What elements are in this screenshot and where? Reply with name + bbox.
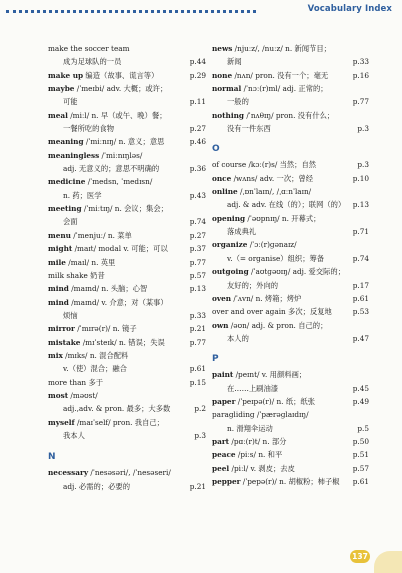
page-reference: p.46 xyxy=(188,135,206,148)
vocab-entry xyxy=(48,376,206,389)
vocab-entry xyxy=(48,336,206,349)
entry-text: 可能 xyxy=(63,97,78,107)
vocab-entry xyxy=(212,319,369,346)
entry-text: milk shake 奶昔 xyxy=(48,270,105,280)
page-reference: p.29 xyxy=(188,69,206,82)
page-reference: p.71 xyxy=(351,225,369,238)
page-reference: p.16 xyxy=(351,69,369,82)
headword: necessary xyxy=(48,468,89,478)
entry-text: make the soccer team xyxy=(48,44,130,53)
page-reference: p.77 xyxy=(188,256,206,269)
entry-line xyxy=(48,109,206,122)
page-reference: p.15 xyxy=(188,376,206,389)
entry-text: /ˈnesəsəri/, /ˈnesəseri/ xyxy=(88,468,171,478)
vocab-entry xyxy=(48,389,206,416)
left-entries xyxy=(48,42,206,442)
entry-text: /məʊst/ xyxy=(68,390,98,400)
entry-text: 我本人 xyxy=(63,430,85,440)
entry-text: 编造（故事、谎言等） xyxy=(83,70,159,80)
entry-line xyxy=(212,435,369,448)
entry-line xyxy=(212,42,369,55)
entry-text: /ˈɔː(r)ɡənaɪz/ xyxy=(247,240,297,250)
headword: mind xyxy=(48,284,69,294)
headword: none xyxy=(212,70,233,80)
page-reference: p.57 xyxy=(188,269,206,282)
right-column xyxy=(212,42,369,488)
headword: online xyxy=(212,187,238,197)
entry-text: 成为足球队的一员 xyxy=(63,57,122,67)
entry-line xyxy=(212,265,369,278)
page-reference: p.74 xyxy=(351,252,369,265)
entry-line xyxy=(48,175,206,188)
page-reference: p.21 xyxy=(188,480,206,493)
headword: paint xyxy=(212,370,234,380)
entry-text: /ˈmiːnɪŋ/ n. 意义；意思 xyxy=(83,137,165,147)
entry-text: n. 滑翔伞运动 xyxy=(227,423,273,433)
vocab-entry xyxy=(212,448,369,461)
entry-text: v.（使）混合；融合 xyxy=(63,364,127,374)
entry-text: /əʊn/ adj. & pron. 自己的； xyxy=(228,320,328,330)
entry-text: /mɪks/ n. 混合配料 xyxy=(62,350,129,360)
entry-line xyxy=(212,305,369,318)
headword: meaning xyxy=(48,137,84,147)
entry-text: 一餐所吃的食物 xyxy=(63,124,115,134)
entry-line xyxy=(212,82,369,95)
entry-line xyxy=(212,408,369,421)
entry-line xyxy=(212,292,369,305)
entry-line xyxy=(48,429,206,442)
vocab-entry xyxy=(212,435,369,448)
header-bar xyxy=(0,0,402,20)
entry-line xyxy=(48,55,206,68)
entry-line xyxy=(212,462,369,475)
entry-text: /piːl/ v. 剥皮；去皮 xyxy=(229,463,295,473)
vocab-entry xyxy=(212,185,369,212)
entry-line xyxy=(212,332,369,345)
entry-text: adj.,adv. & pron. 最多；大多数 xyxy=(63,404,171,414)
entry-line xyxy=(212,212,369,225)
headword: meeting xyxy=(48,204,82,214)
page-reference: p.13 xyxy=(351,198,369,211)
headword: most xyxy=(48,390,69,400)
entry-text: /ˈmiːtɪŋ/ n. 会议；集会； xyxy=(81,204,168,214)
entry-text: /piːs/ n. 和平 xyxy=(235,450,283,460)
page-reference: p.61 xyxy=(351,292,369,305)
entry-line xyxy=(48,215,206,228)
vocab-entry xyxy=(48,135,206,148)
headword: nothing xyxy=(212,110,245,120)
entry-line xyxy=(212,319,369,332)
headword: myself xyxy=(48,417,75,427)
entry-text: /njuːz/, /nuːz/ n. 新闻节目； xyxy=(232,44,331,53)
vocab-entry xyxy=(212,172,369,185)
headword: pepper xyxy=(212,476,241,486)
vocab-entry xyxy=(212,82,369,109)
page-reference: p.47 xyxy=(351,332,369,345)
headword: own xyxy=(212,320,229,330)
entry-text: /ˈmedsn, ˈmedɪsn/ xyxy=(85,177,153,187)
headword: mistake xyxy=(48,337,81,347)
entry-text: /miːl/ n. 早（或午、晚）餐； xyxy=(67,110,167,120)
headword: meal xyxy=(48,110,68,120)
headword: organize xyxy=(212,240,248,250)
page-reference: p.77 xyxy=(188,336,206,349)
vocab-entry xyxy=(212,238,369,265)
headword: paper xyxy=(212,396,236,406)
page-reference: p.3 xyxy=(192,429,206,442)
left-column xyxy=(48,42,206,493)
page-reference: p.10 xyxy=(351,172,369,185)
vocab-entry xyxy=(212,408,369,435)
entry-line xyxy=(212,368,369,381)
entry-line xyxy=(48,416,206,429)
page-reference: p.37 xyxy=(188,242,206,255)
entry-line xyxy=(212,185,369,198)
page-reference: p.53 xyxy=(351,305,369,318)
entry-line xyxy=(48,480,206,493)
page-header-title: Vocabulary Index xyxy=(307,4,392,14)
vocab-entry xyxy=(48,69,206,82)
entry-line xyxy=(212,382,369,395)
vocab-entry xyxy=(212,42,369,69)
page-number-badge: 137 xyxy=(350,550,370,563)
page-reference: p.45 xyxy=(351,382,369,395)
vocab-entry xyxy=(212,368,369,395)
entry-text: /ˈnɔː(r)ml/ adj. 正常的； xyxy=(241,84,328,94)
entry-line xyxy=(48,95,206,108)
vocab-entry xyxy=(48,349,206,376)
entry-text: v.（= organise）组织；筹备 xyxy=(227,253,325,263)
vocab-entry xyxy=(212,109,369,136)
entry-line xyxy=(212,279,369,292)
vocab-entry xyxy=(48,175,206,202)
page-reference: p.3 xyxy=(355,158,369,171)
page-reference: p.49 xyxy=(351,395,369,408)
vocab-entry xyxy=(48,82,206,109)
headword: might xyxy=(48,244,73,254)
entry-text: n. 药；医学 xyxy=(63,190,102,200)
vocab-entry xyxy=(48,466,206,493)
entry-line xyxy=(48,362,206,375)
vocab-entry xyxy=(212,462,369,475)
entry-line xyxy=(212,448,369,461)
page-reference: p.51 xyxy=(351,448,369,461)
entry-line xyxy=(48,466,206,479)
vocab-entry xyxy=(48,256,206,269)
entry-line xyxy=(212,225,369,238)
vocab-entry xyxy=(212,292,369,305)
header-dotted-rule xyxy=(6,10,256,13)
right-entries-p xyxy=(212,368,369,488)
entry-line xyxy=(48,42,206,55)
entry-text: 落成典礼 xyxy=(227,227,257,237)
vocab-entry xyxy=(212,158,369,171)
entry-text: /nʌn/ pron. 没有一个；毫无 xyxy=(232,70,329,80)
entry-line xyxy=(48,282,206,295)
entry-line xyxy=(48,256,206,269)
entry-line xyxy=(212,158,369,171)
entry-text: /ˈpepə(r)/ n. 胡椒粉；柿子椒 xyxy=(240,476,340,486)
headword: maybe xyxy=(48,84,75,94)
headword: mix xyxy=(48,350,63,360)
entry-text: /ˈaʊtɡəʊɪŋ/ adj. 爱交际的； xyxy=(248,267,346,277)
page-reference: p.27 xyxy=(188,229,206,242)
entry-text: /ˈʌvn/ n. 烤箱；烤炉 xyxy=(231,293,302,303)
vocab-entry xyxy=(48,229,206,242)
vocab-entry xyxy=(212,395,369,408)
page-reference: p.17 xyxy=(351,279,369,292)
entry-line xyxy=(212,238,369,251)
entry-text: /ˈmɪrə(r)/ n. 镜子 xyxy=(74,324,137,334)
entry-text: 没有一件东西 xyxy=(227,124,271,134)
entry-text: paragliding /ˈpærəɡlaɪdɪŋ/ xyxy=(212,410,309,420)
headword: make up xyxy=(48,70,84,80)
entry-line xyxy=(48,149,206,162)
headword: meaningless xyxy=(48,150,100,160)
vocab-entry xyxy=(48,109,206,136)
entry-line xyxy=(48,322,206,335)
entry-line xyxy=(48,296,206,309)
page-reference: p.21 xyxy=(188,322,206,335)
entry-text: 一般的 xyxy=(227,97,249,107)
entry-line xyxy=(48,229,206,242)
page-reference: p.61 xyxy=(188,362,206,375)
left-entries-n xyxy=(48,466,206,493)
entry-line xyxy=(212,55,369,68)
entry-line xyxy=(48,349,206,362)
entry-line xyxy=(212,198,369,211)
entry-line xyxy=(48,189,206,202)
vocab-entry xyxy=(48,269,206,282)
vocab-entry xyxy=(48,149,206,176)
entry-line xyxy=(212,69,369,82)
vocab-entry xyxy=(212,265,369,292)
entry-line xyxy=(212,395,369,408)
entry-line xyxy=(48,162,206,175)
entry-line xyxy=(212,109,369,122)
entry-line xyxy=(212,422,369,435)
section-letter-n: N xyxy=(48,452,56,463)
entry-line xyxy=(212,172,369,185)
entry-text: /maɪl/ n. 英里 xyxy=(65,257,116,267)
page-reference: p.74 xyxy=(188,215,206,228)
page-reference: p.2 xyxy=(192,402,206,415)
entry-text: /wʌns/ adv. 一次；曾经 xyxy=(231,173,314,183)
page-reference: p.3 xyxy=(355,122,369,135)
page-reference: p.33 xyxy=(188,309,206,322)
entry-text: 友好的；外向的 xyxy=(227,280,279,290)
vocab-entry xyxy=(48,242,206,255)
page-reference: p.61 xyxy=(351,475,369,488)
entry-line xyxy=(212,122,369,135)
entry-line xyxy=(48,269,206,282)
headword: outgoing xyxy=(212,267,249,277)
entry-text: /maɪˈself/ pron. 我自己； xyxy=(74,417,164,427)
entry-line xyxy=(48,336,206,349)
corner-decoration xyxy=(374,551,402,573)
entry-line xyxy=(212,95,369,108)
vocab-entry xyxy=(48,416,206,443)
headword: peel xyxy=(212,463,230,473)
entry-line xyxy=(48,309,206,322)
vocab-entry xyxy=(48,296,206,323)
page-reference: p.13 xyxy=(188,282,206,295)
headword: mirror xyxy=(48,324,75,334)
entry-text: 会面 xyxy=(63,217,78,227)
vocab-entry xyxy=(48,282,206,295)
page-reference: p.33 xyxy=(351,55,369,68)
entry-text: adj. 无意义的；意思不明确的 xyxy=(63,164,160,174)
right-entries-n xyxy=(212,42,369,135)
page-reference: p.27 xyxy=(188,122,206,135)
entry-line xyxy=(48,402,206,415)
page-reference: p.77 xyxy=(351,95,369,108)
entry-line xyxy=(212,252,369,265)
entry-line xyxy=(48,202,206,215)
vocab-entry xyxy=(212,69,369,82)
entry-text: /ˈəʊpnɪŋ/ n. 开幕式； xyxy=(245,213,321,223)
entry-text: of course /kɔː(r)s/ 当然；自然 xyxy=(212,160,317,170)
page-reference: p.11 xyxy=(188,95,206,108)
entry-text: 在……上刷油漆 xyxy=(227,383,279,393)
entry-text: /ˈmenjuː/ n. 菜单 xyxy=(70,230,132,240)
headword: oven xyxy=(212,293,232,303)
page-reference: p.57 xyxy=(351,462,369,475)
entry-line xyxy=(48,135,206,148)
vocab-entry xyxy=(212,305,369,318)
headword: normal xyxy=(212,84,242,94)
section-letter-o: O xyxy=(212,144,220,155)
page-reference: p.44 xyxy=(188,55,206,68)
entry-text: /mɪˈsteɪk/ n. 错误；失误 xyxy=(80,337,165,347)
entry-text: /ˈnʌθɪŋ/ pron. 没有什么； xyxy=(244,110,335,120)
page-reference: p.43 xyxy=(188,189,206,202)
entry-text: /maɪt/ modal v. 可能；可以 xyxy=(72,244,168,254)
entry-line xyxy=(212,475,369,488)
entry-text: /maɪnd/ v. 介意；对（某事） xyxy=(68,297,168,307)
vocab-entry xyxy=(48,322,206,335)
headword: mind xyxy=(48,297,69,307)
entry-line xyxy=(48,242,206,255)
headword: news xyxy=(212,44,233,53)
headword: opening xyxy=(212,213,246,223)
right-entries-o xyxy=(212,158,369,345)
headword: mile xyxy=(48,257,66,267)
entry-text: /peɪnt/ v. 用颜料画； xyxy=(233,370,307,380)
vocab-entry xyxy=(48,202,206,229)
entry-line xyxy=(48,376,206,389)
entry-text: /ˈmeɪbi/ adv. 大概；或许； xyxy=(74,84,168,94)
entry-text: 新闻 xyxy=(227,57,242,67)
page-reference: p.5 xyxy=(355,422,369,435)
headword: peace xyxy=(212,450,236,460)
entry-text: /ˈmiːnɪŋləs/ xyxy=(99,150,143,160)
vocab-entry xyxy=(48,42,206,69)
headword: menu xyxy=(48,230,71,240)
entry-text: /maɪnd/ n. 头脑；心智 xyxy=(68,284,148,294)
page-reference: p.36 xyxy=(188,162,206,175)
headword: once xyxy=(212,173,232,183)
entry-line xyxy=(48,389,206,402)
page-reference: p.50 xyxy=(351,435,369,448)
vocab-entry xyxy=(212,475,369,488)
entry-text: /ˌɒnˈlaɪn/, /ˌɑːnˈlaɪn/ xyxy=(237,187,312,197)
entry-text: adj. & adv. 在线（的）；联网（的） xyxy=(227,200,346,210)
entry-line xyxy=(48,69,206,82)
entry-text: adj. 必需的；必要的 xyxy=(63,481,131,491)
entry-text: more than 多于 xyxy=(48,377,104,387)
entry-text: 本人的 xyxy=(227,333,249,343)
headword: medicine xyxy=(48,177,86,187)
entry-line xyxy=(48,122,206,135)
section-letter-p: P xyxy=(212,354,219,365)
entry-text: /pɑː(r)t/ n. 部分 xyxy=(229,436,287,446)
entry-text: 烦恼 xyxy=(63,310,78,320)
entry-line xyxy=(48,82,206,95)
headword: part xyxy=(212,436,230,446)
entry-text: /ˈpeɪpə(r)/ n. 纸；纸张 xyxy=(235,396,316,406)
vocab-entry xyxy=(212,212,369,239)
entry-text: over and over again 多次；反复地 xyxy=(212,307,332,317)
